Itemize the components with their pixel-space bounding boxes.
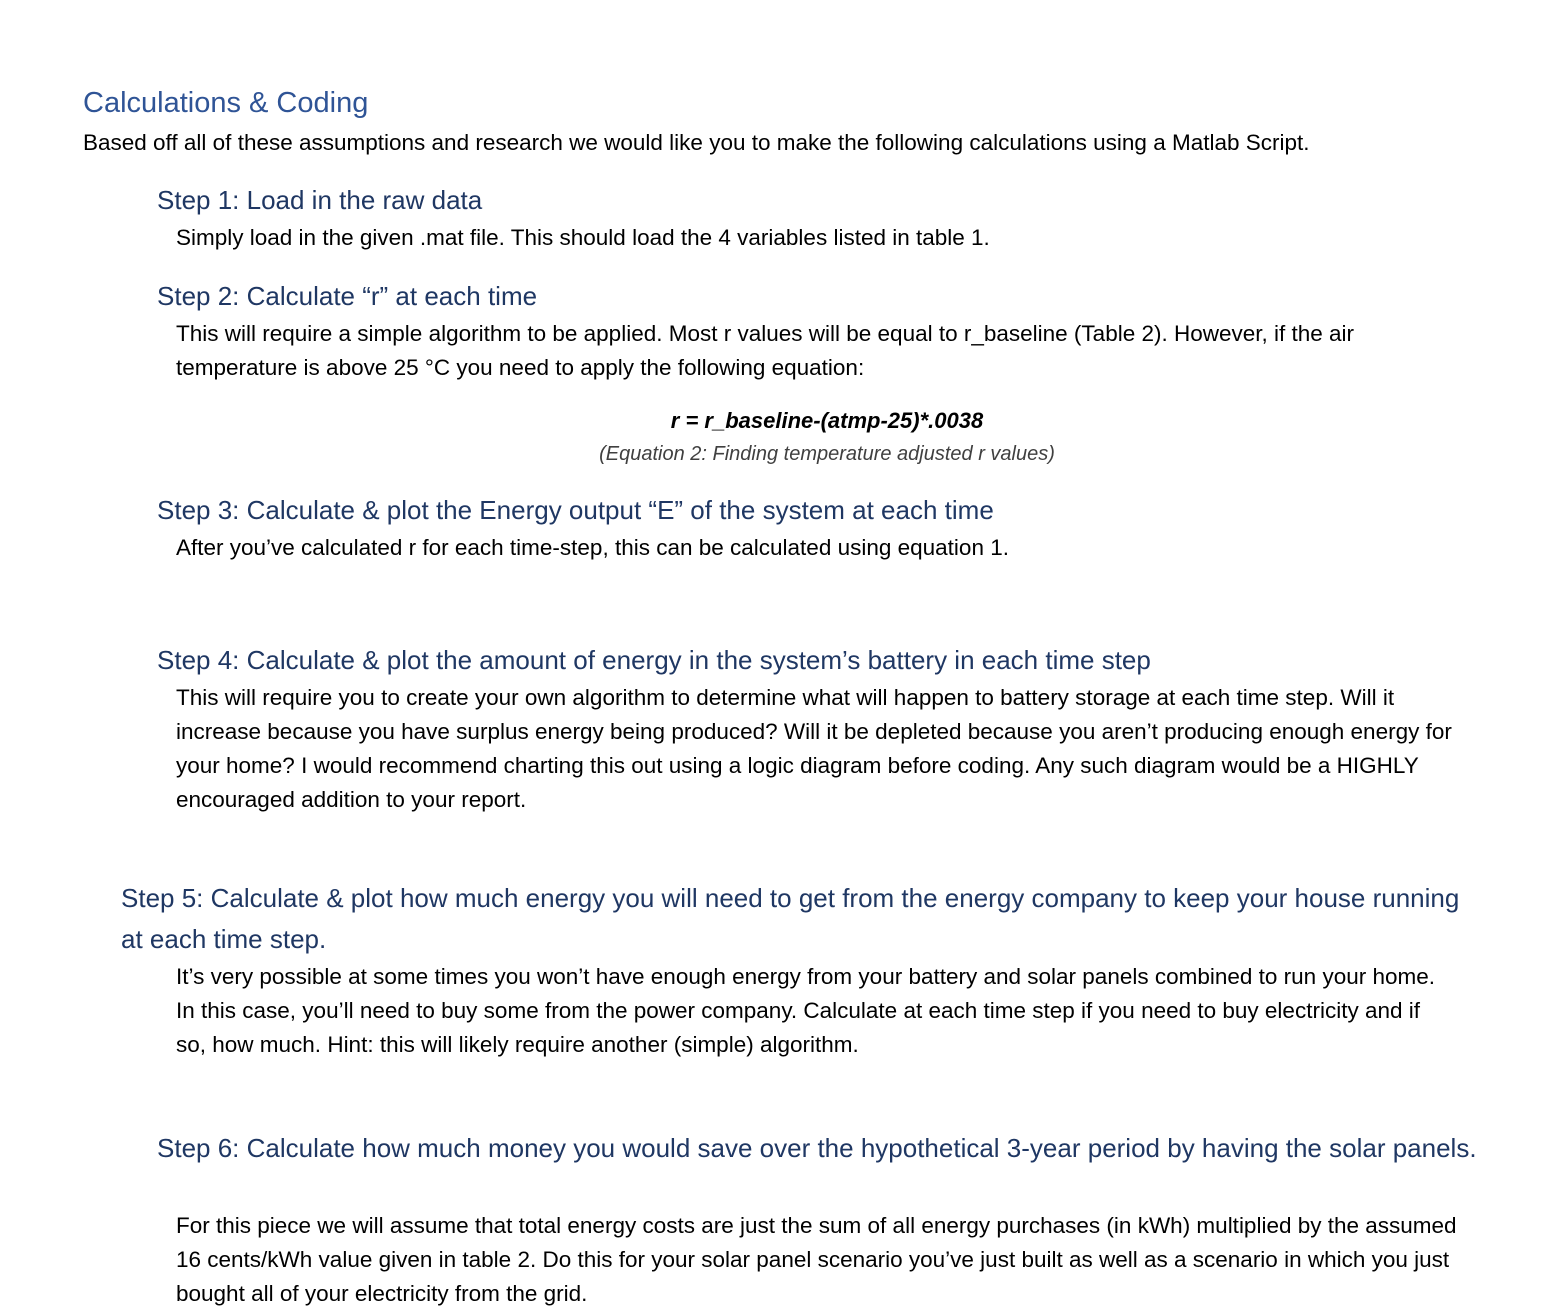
step-5-heading: Step 5: Calculate & plot how much energy you will need to get from the energy company to keep your house running at each time step. — [121, 883, 1460, 954]
step-3-heading: Step 3: Calculate & plot the Energy output “E” of the system at each time — [157, 495, 994, 525]
step-5-body: It’s very possible at some times you won’t have enough energy from your battery and solar panels combined to run your home. In this case, you’ll need to buy some from the power company. Calculate at each time step if you need to buy electricity and if so, how much. Hint: this will likely require another (simple) algorithm. — [176, 964, 1436, 1057]
equation-2-caption: (Equation 2: Finding temperature adjusted r values) — [599, 443, 1055, 465]
step-4-heading: Step 4: Calculate & plot the amount of energy in the system’s battery in each time step — [157, 645, 1151, 675]
step-6-body: For this piece we will assume that total energy costs are just the sum of all energy purchases (in kWh) multiplied by the assumed 16 cents/kWh value given in table 2. Do this for your solar panel scenario you’ve just built as well as a scenario in which you just bought all of your electricity from the grid. — [176, 1213, 1457, 1306]
step-1-body: Simply load in the given .mat file. This should load the 4 variables listed in table 1. — [176, 225, 990, 250]
step-2-heading: Step 2: Calculate “r” at each time — [157, 281, 538, 311]
step-3-body: After you’ve calculated r for each time-step, this can be calculated using equation 1. — [176, 535, 1009, 560]
step-2-body: This will require a simple algorithm to be applied. Most r values will be equal to r_baseline (Table 2). However, if the air temperature is above 25 °C you need to apply the following equation: — [176, 321, 1355, 380]
step-4-body: This will require you to create your own algorithm to determine what will happen to battery storage at each time step. Will it increase because you have surplus energy being produced? Will it be depleted because you aren’t producing enough energy for your home? I would recommend charting this out using a logic diagram before coding. Any such diagram would be a HIGHLY encouraged addition to your report. — [176, 685, 1452, 812]
section-intro: Based off all of these assumptions and research we would like you to make the following calculations using a Matlab Script. — [83, 130, 1310, 155]
step-6-heading: Step 6: Calculate how much money you would save over the hypothetical 3-year period by having the solar panels. — [157, 1133, 1477, 1163]
equation-2: r = r_baseline-(atmp-25)*.0038 — [670, 408, 984, 433]
step-1-heading: Step 1: Load in the raw data — [157, 185, 483, 215]
section-title: Calculations & Coding — [83, 87, 369, 119]
